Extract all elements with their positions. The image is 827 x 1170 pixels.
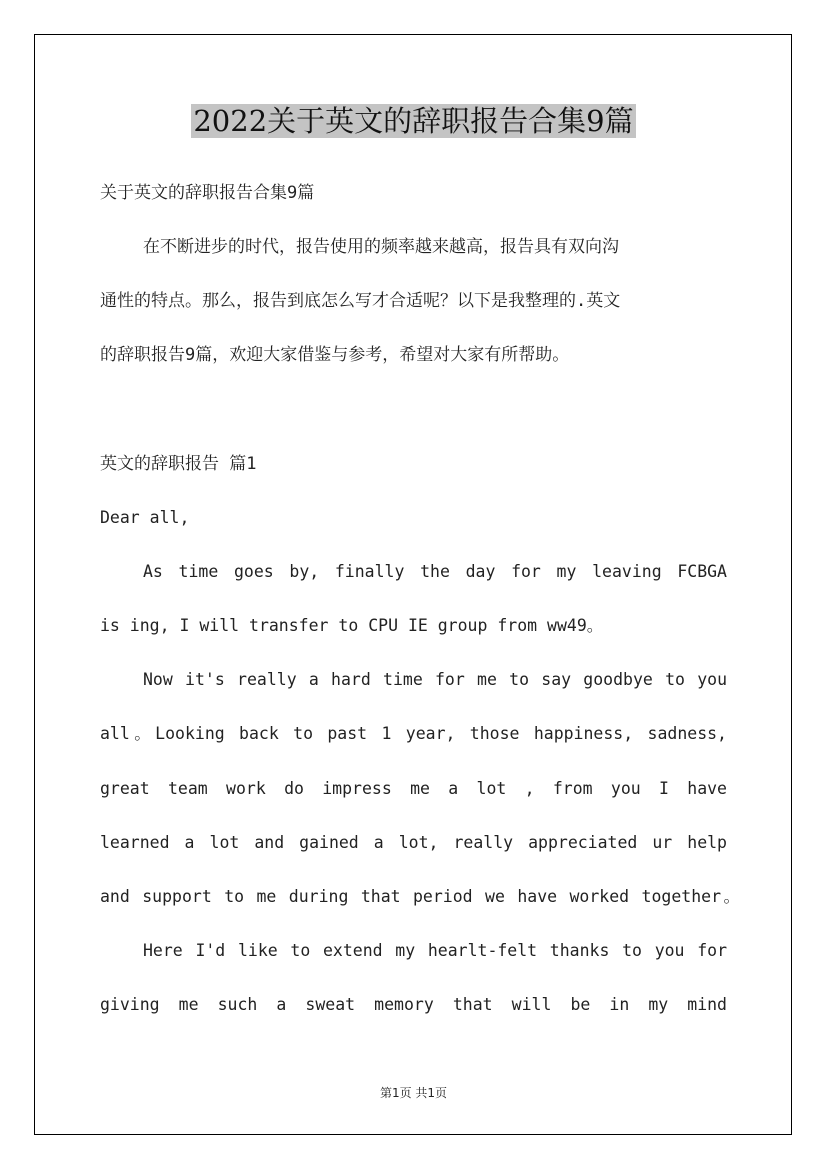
- body-line: learned a lot and gained a lot, really appreciated ur help: [100, 833, 727, 852]
- body-line: all。Looking back to past 1 year, those happiness, sadness,: [100, 724, 727, 743]
- body-line: Now it's really a hard time for me to say goodbye to you: [143, 670, 727, 689]
- title-highlight: 2022关于英文的辞职报告合集9篇: [193, 104, 634, 138]
- body-line: As time goes by, finally the day for my leaving FCBGA: [143, 562, 727, 581]
- body-line: and support to me during that period we have worked together。: [100, 887, 740, 906]
- body-line: great team work do impress me a lot , from you I have: [100, 779, 727, 798]
- body-line: is ing, I will transfer to CPU IE group from ww49。: [100, 616, 604, 635]
- intro-line: 在不断进步的时代，报告使用的频率越来越高，报告具有双向沟: [143, 237, 619, 257]
- page-footer: 第1页 共1页: [379, 1086, 448, 1100]
- document-title: [0, 100, 827, 142]
- intro-line: 的辞职报告9篇，欢迎大家借鉴与参考，希望对大家有所帮助。: [100, 345, 570, 365]
- body-line: Here I'd like to extend my hearlt-felt thanks to you for: [143, 941, 727, 960]
- section-heading: 英文的辞职报告 篇1: [100, 454, 257, 474]
- subtitle: 关于英文的辞职报告合集9篇: [100, 183, 315, 203]
- intro-line: 通性的特点。那么，报告到底怎么写才合适呢？以下是我整理的.英文: [100, 291, 621, 311]
- salutation: Dear all,: [100, 508, 190, 527]
- body-line: giving me such a sweat memory that will be in my mind: [100, 995, 727, 1014]
